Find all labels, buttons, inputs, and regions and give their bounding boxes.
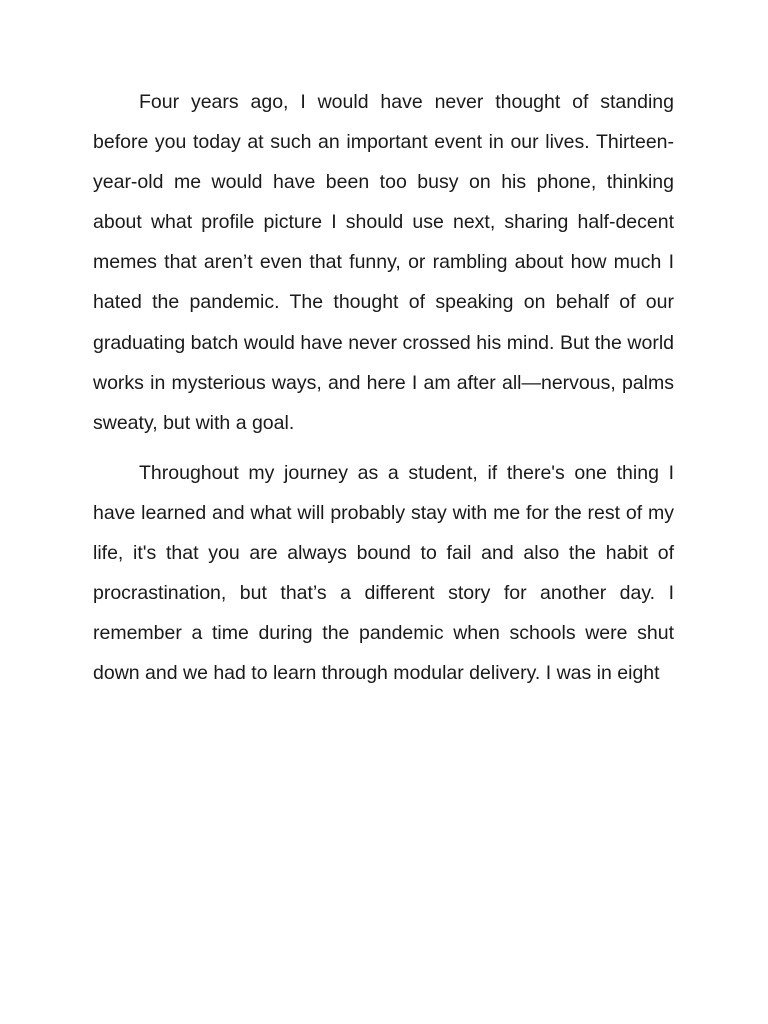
document-body [93, 82, 674, 693]
paragraph-2: Throughout my journey as a student, if there's one thing I have learned and what will probably stay with me for the rest of my life, it's that you are always bound to fail and also the habit of procrastination, but that’s a different story for another day. I remember a time during the pandemic when schools were shut down and we had to learn through modular delivery. I was in eight [93, 461, 674, 685]
paragraph-1: Four years ago, I would have never thought of standing before you today at such an important event in our lives. Thirteen-year-old me would have been too busy on his phone, thinking about what profile picture I should use next, sharing half-decent memes that aren’t even that funny, or rambling about how much I hated the pandemic. The thought of speaking on behalf of our graduating batch would have never crossed his mind. But the world works in mysterious ways, and here I am after all—nervous, palms sweaty, but with a goal. [93, 91, 674, 434]
